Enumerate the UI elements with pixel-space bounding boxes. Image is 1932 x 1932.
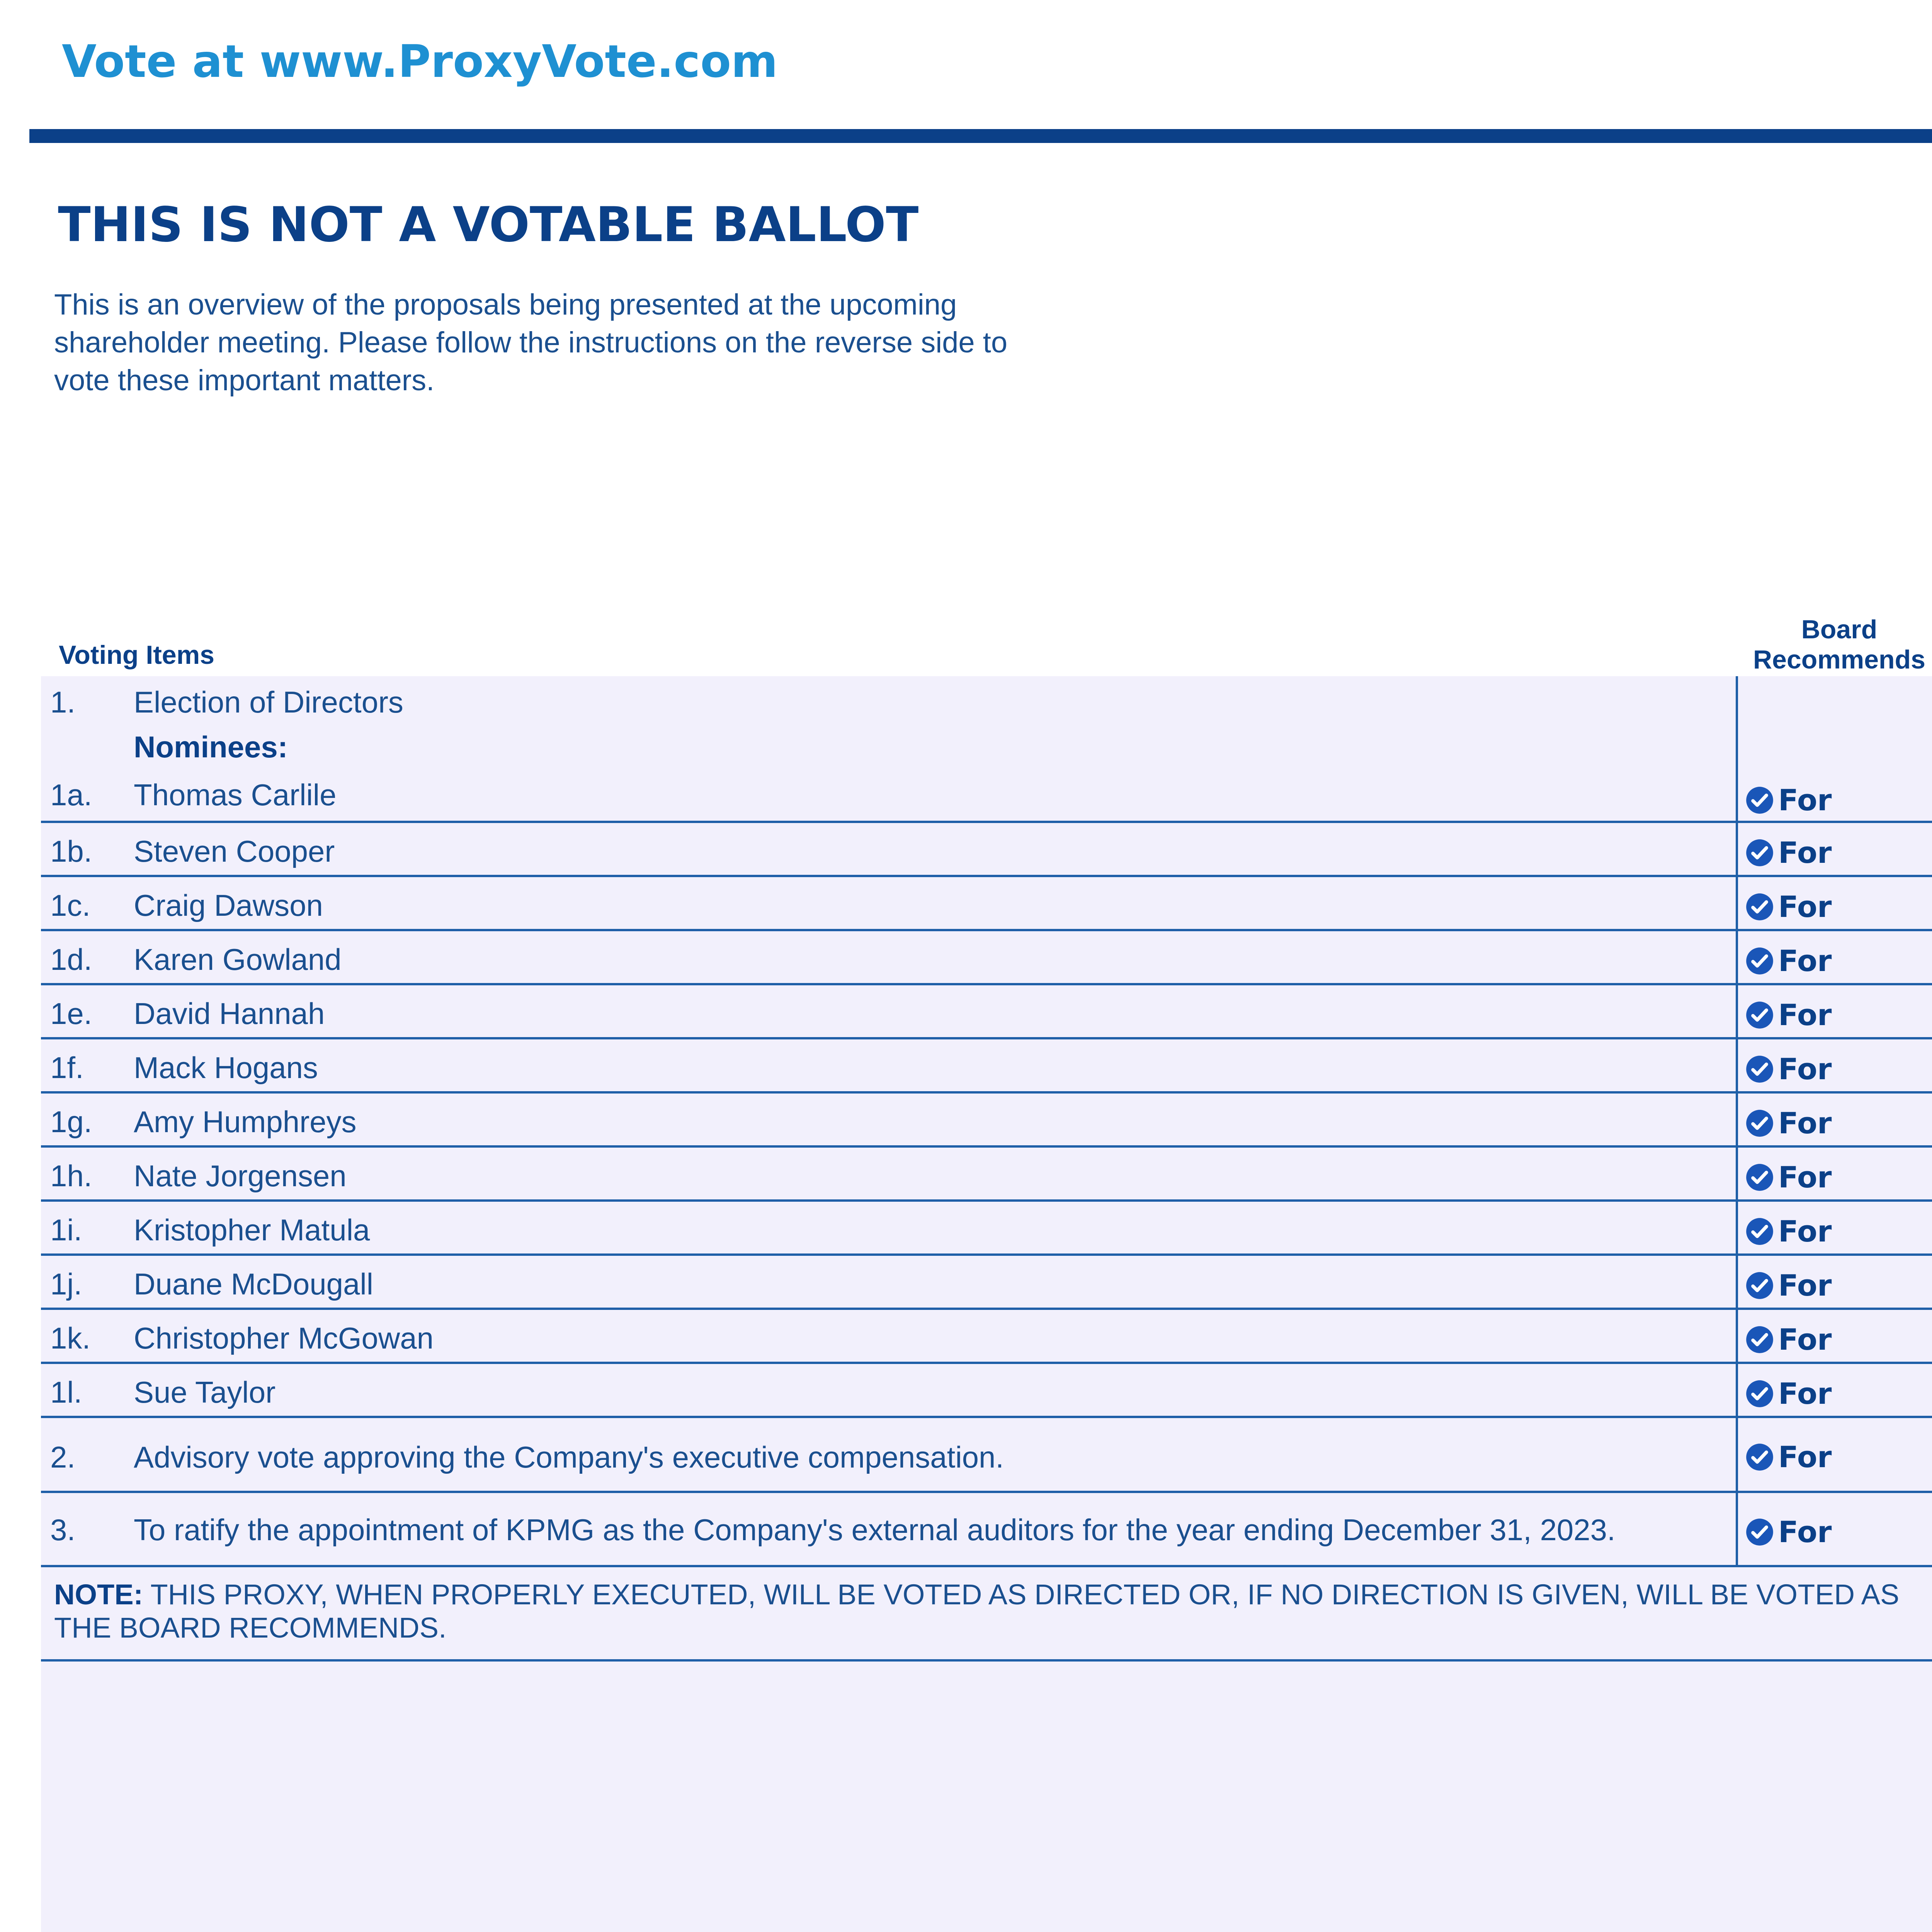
recommendation-text: For [1778, 1322, 1832, 1357]
nominee-number: 1g. [50, 1105, 92, 1139]
recommendation [1745, 889, 1832, 924]
recommendation [1745, 998, 1832, 1032]
item-row-2 [41, 1420, 1932, 1493]
check-circle-icon [1745, 1271, 1774, 1300]
item-text: Election of Directors [134, 685, 403, 719]
nominee-number: 1i. [50, 1213, 82, 1247]
item-text: Advisory vote approving the Company's executive compensation. [134, 1440, 1004, 1474]
recommendation [1745, 1268, 1832, 1303]
nominee-number: 1j. [50, 1267, 82, 1301]
check-circle-icon [1745, 1517, 1774, 1547]
recommendation-text: For [1778, 783, 1832, 817]
recommendation [1745, 1106, 1832, 1140]
recommendation-text: For [1778, 1376, 1832, 1411]
note-label: NOTE: [54, 1578, 143, 1611]
check-circle-icon [1745, 1379, 1774, 1408]
check-circle-icon [1745, 1163, 1774, 1192]
check-circle-icon [1745, 1442, 1774, 1472]
recommendation [1745, 1322, 1832, 1357]
nominee-name: Amy Humphreys [134, 1105, 357, 1139]
recommendation-text: For [1778, 1052, 1832, 1086]
recommendation-text: For [1778, 889, 1832, 924]
item-number: 3. [50, 1513, 76, 1547]
nominee-row [41, 1094, 1932, 1148]
recommendation-text: For [1778, 835, 1832, 870]
nominee-number: 1h. [50, 1159, 92, 1193]
board-recommends-header: Board Recommends [1753, 615, 1925, 674]
nominee-name: Steven Cooper [134, 834, 335, 868]
nominee-name: Christopher McGowan [134, 1321, 434, 1355]
nominees-label: Nominees: [134, 730, 288, 764]
nominee-name: Karen Gowland [134, 942, 342, 976]
recommendation-text: For [1778, 1106, 1832, 1140]
nominee-number: 1e. [50, 997, 92, 1031]
recommendation-text: For [1778, 1515, 1832, 1549]
recommendation [1745, 1052, 1832, 1086]
note-block [41, 1569, 1932, 1662]
nominee-row [41, 1039, 1932, 1094]
check-circle-icon [1745, 1325, 1774, 1354]
page-title: THIS IS NOT A VOTABLE BALLOT [58, 197, 919, 253]
nominee-name: Kristopher Matula [134, 1213, 370, 1247]
header-divider [29, 129, 1932, 143]
item-text: To ratify the appointment of KPMG as the Company's external auditors for the year ending December 31, 2023. [134, 1513, 1616, 1547]
nominee-name: Duane McDougall [134, 1267, 374, 1301]
item-number: 2. [50, 1440, 76, 1474]
note-body: THIS PROXY, WHEN PROPERLY EXECUTED, WILL BE VOTED AS DIRECTED OR, IF NO DIRECTION IS GIVEN, WILL BE VOTED AS THE BOARD RECOMMENDS. [54, 1578, 1900, 1644]
recommendation [1745, 1214, 1832, 1248]
recommendation-text: For [1778, 998, 1832, 1032]
nominee-row [41, 1202, 1932, 1256]
nominee-number: 1f. [50, 1051, 84, 1085]
check-circle-icon [1745, 892, 1774, 922]
recommendation [1745, 1376, 1832, 1411]
recommendation-text: For [1778, 1440, 1832, 1474]
nominee-row [41, 823, 1932, 877]
item-number: 1. [50, 685, 76, 719]
check-circle-icon [1745, 946, 1774, 976]
check-circle-icon [1745, 786, 1774, 815]
nominee-number: 1a. [50, 778, 92, 812]
check-circle-icon [1745, 838, 1774, 867]
nominee-number: 1c. [50, 888, 91, 922]
recommendation [1745, 1440, 1832, 1474]
nominee-row [41, 877, 1932, 931]
item-row-3 [41, 1493, 1932, 1567]
nominee-name: Thomas Carlile [134, 778, 337, 812]
nominee-number: 1l. [50, 1375, 82, 1409]
voting-items-header: Voting Items [59, 640, 214, 670]
nominee-name: David Hannah [134, 997, 325, 1031]
recommendation-text: For [1778, 944, 1832, 978]
proxyvote-link[interactable]: Vote at www.ProxyVote.com [62, 36, 778, 88]
nominee-row [41, 1148, 1932, 1202]
recommendation [1745, 1515, 1832, 1549]
nominee-row [41, 1310, 1932, 1364]
nominee-number: 1b. [50, 834, 92, 868]
check-circle-icon [1745, 1109, 1774, 1138]
nominee-row [41, 931, 1932, 985]
check-circle-icon [1745, 1000, 1774, 1030]
nominee-name: Nate Jorgensen [134, 1159, 347, 1193]
check-circle-icon [1745, 1217, 1774, 1246]
recommendation-text: For [1778, 1268, 1832, 1303]
nominee-number: 1k. [50, 1321, 91, 1355]
nominee-row [41, 985, 1932, 1039]
recommendation-text: For [1778, 1160, 1832, 1194]
nominee-row [41, 1364, 1932, 1418]
nominee-name: Mack Hogans [134, 1051, 318, 1085]
recommendation [1745, 944, 1832, 978]
item-row-1 [41, 676, 1932, 823]
recommendation [1745, 783, 1832, 817]
check-circle-icon [1745, 1054, 1774, 1084]
nominee-number: 1d. [50, 942, 92, 976]
nominee-name: Sue Taylor [134, 1375, 276, 1409]
nominee-name: Craig Dawson [134, 888, 323, 922]
intro-text: This is an overview of the proposals being presented at the upcoming shareholder meeting. Please follow the instructions on the reverse side to vote these important matters. [54, 288, 1008, 397]
note-text [54, 1578, 1924, 1645]
nominee-row [41, 1256, 1932, 1310]
recommendation [1745, 1160, 1832, 1194]
recommendation [1745, 835, 1832, 870]
recommendation-text: For [1778, 1214, 1832, 1248]
